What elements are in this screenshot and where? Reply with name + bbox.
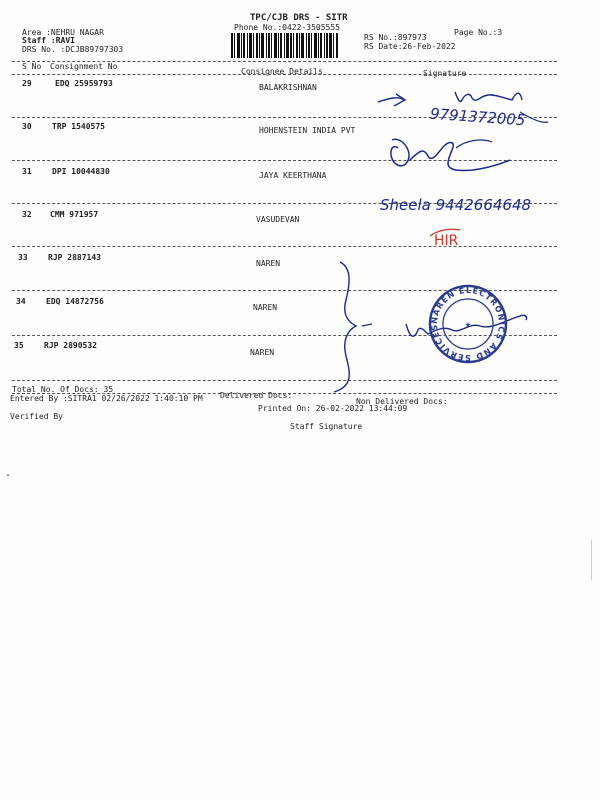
printed-on: Printed On: 26-02-2022 13:44:09 bbox=[258, 404, 408, 413]
stamp-text: NAREN ELECTRONICS AND SERVICES bbox=[429, 285, 507, 363]
page-number: Page No.:3 bbox=[454, 28, 503, 37]
signature-row29 bbox=[455, 92, 522, 102]
phone-number: Phone No.:0422-3505555 bbox=[234, 23, 340, 32]
verified-by: Verified By bbox=[10, 412, 63, 421]
signature-row30 bbox=[391, 139, 510, 170]
row-consignee: VASUDEVAN bbox=[256, 215, 300, 224]
row-consignment: CMM 971957 bbox=[50, 210, 99, 219]
non-delivered-docs: Non Delivered Docs: bbox=[356, 397, 448, 406]
report-title: TPC/CJB DRS - SITR bbox=[250, 13, 348, 23]
rs-date: RS Date:26-Feb-2022 bbox=[364, 42, 456, 51]
row-serial: 30 bbox=[22, 122, 32, 131]
row-consignment: RJP 2887143 bbox=[48, 253, 101, 262]
total-docs: Total No. Of Docs: 35 bbox=[12, 385, 114, 394]
staff-label: Staff :RAVI bbox=[22, 36, 75, 45]
row-consignee: NAREN bbox=[253, 303, 278, 312]
handwritten-name-row32: Sheela 9442664648 bbox=[380, 196, 532, 214]
row-consignment: EDQ 14872756 bbox=[46, 297, 104, 306]
row-serial: 33 bbox=[18, 253, 28, 262]
row-serial: 29 bbox=[22, 79, 32, 88]
row-consignment: EDQ 25959793 bbox=[55, 79, 113, 88]
delivered-docs: Delivered Docs: bbox=[220, 391, 293, 400]
area-label: Area :NEHRU NAGAR bbox=[22, 28, 104, 37]
handwritten-initials-row33: HIR bbox=[434, 233, 459, 249]
handwritten-phone-row29: 9791372005 bbox=[429, 104, 526, 130]
scan-edge bbox=[591, 540, 592, 580]
col-s-no: S No bbox=[22, 62, 42, 71]
row-consignment: DPI 10044830 bbox=[52, 167, 110, 176]
row-serial: 31 bbox=[22, 167, 32, 176]
drs-number: DRS No. :DCJB89797303 bbox=[22, 45, 124, 54]
row-consignee: HOHENSTEIN INDIA PVT bbox=[259, 126, 356, 135]
col-consignee: Consignee Details bbox=[241, 67, 323, 76]
row-consignee: NAREN bbox=[256, 259, 281, 268]
scan-speck bbox=[7, 474, 9, 476]
entered-by: Entered By :SITRA1 02/26/2022 1:40:10 PM bbox=[10, 394, 203, 403]
row-consignee: BALAKRISHNAN bbox=[259, 83, 317, 92]
col-consignment: Consignment No bbox=[50, 62, 118, 71]
row-consignee: NAREN bbox=[250, 348, 275, 357]
company-stamp bbox=[430, 286, 506, 362]
row-consignment: TRP 1540575 bbox=[52, 122, 105, 131]
row-consignee: JAYA KEERTHANA bbox=[259, 171, 327, 180]
col-signature: Signature bbox=[423, 69, 467, 78]
signature-arrow bbox=[378, 94, 405, 106]
row-consignment: RJP 2890532 bbox=[44, 341, 97, 350]
svg-text:★: ★ bbox=[464, 321, 472, 329]
rs-number: RS No.:897973 bbox=[364, 33, 427, 42]
bracket-mark bbox=[334, 262, 356, 392]
row-serial: 32 bbox=[22, 210, 32, 219]
row-serial: 35 bbox=[14, 341, 24, 350]
row-serial: 34 bbox=[16, 297, 26, 306]
staff-signature-label: Staff Signature bbox=[290, 422, 363, 431]
